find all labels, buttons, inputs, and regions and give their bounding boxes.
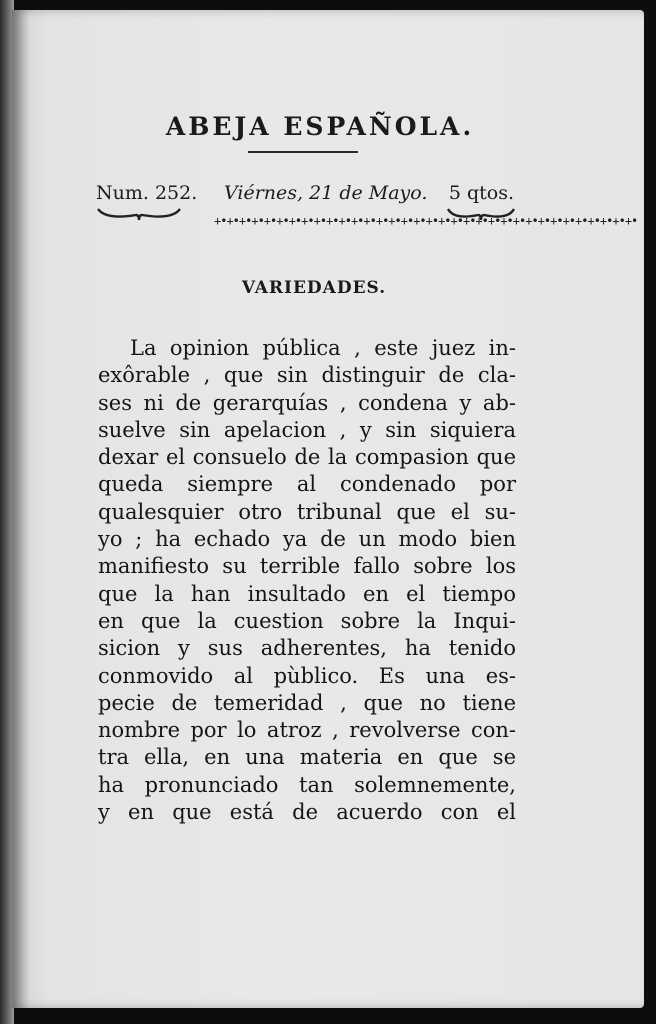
body-line: en que la cuestion sobre la Inqui- [98, 608, 516, 633]
body-line: exôrable , que sin distinguir de cla- [98, 363, 516, 388]
body-line: conmovido al pùblico. Es una es- [98, 663, 516, 688]
body-line: nombre por lo atroz , revolverse con- [98, 718, 516, 743]
body-line: ses ni de gerarquías , condena y ab- [98, 390, 516, 415]
article-body [98, 335, 516, 826]
decorative-dotted-rule: +•+•+•+•+•+•+•+•+•+•+•+•+•+•+•+•+•+•+•+•+•+•+•+•+•+•+•+•+•+•+•+•+•+• [214, 214, 638, 228]
body-line: yo ; ha echado ya de un modo bien [98, 527, 516, 552]
book-page [12, 10, 644, 1008]
body-line: ha pronunciado tan solemnemente, [98, 772, 516, 797]
body-line: pecie de temeridad , que no tiene [98, 690, 516, 715]
newspaper-title: ABEJA ESPAÑOLA. [165, 112, 475, 141]
issue-price: 5 qtos. [448, 182, 514, 204]
left-brace-ornament [96, 206, 182, 222]
body-line: que la han insultado en el tiempo [98, 581, 516, 606]
issue-number: Num. 252. [96, 182, 198, 204]
body-line: queda siempre al condenado por [98, 472, 516, 497]
body-line: La opinion pública , este juez in- [130, 336, 516, 360]
body-line: tra ella, en una materia en que se [98, 745, 516, 770]
title-underline-rule [248, 151, 358, 153]
body-line: dexar el consuelo de la compasion que [98, 445, 516, 470]
body-line: manifiesto su terrible fallo sobre los [98, 554, 516, 579]
issue-date: Viérnes, 21 de Mayo. [224, 182, 428, 204]
body-line: suelve sin apelacion , y sin siquiera [98, 417, 516, 442]
gutter-shadow [12, 10, 30, 1008]
body-line: qualesquier otro tribunal que el su- [98, 499, 516, 524]
body-line: y en que está de acuerdo con el [98, 800, 516, 825]
body-line: sicion y sus adherentes, ha tenido [98, 636, 516, 661]
section-heading: VARIEDADES. [241, 278, 387, 298]
